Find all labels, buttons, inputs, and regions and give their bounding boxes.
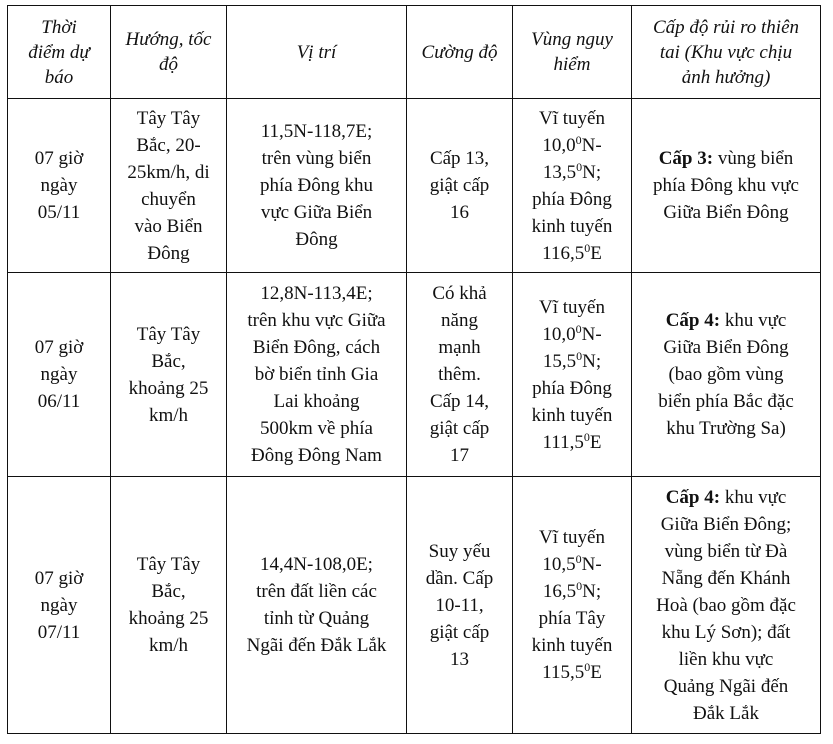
cell-direction-speed: Tây Tây Bắc, khoảng 25 km/h [111, 273, 227, 477]
cell-danger-zone: Vĩ tuyến 10,5$^0$N- 16,5$^0$N; phía Tây kinh tuyến 115,5$^0$E [513, 477, 632, 734]
cell-risk-level: Cấp 3: vùng biển phía Đông khu vực Giữa Biển Đông [632, 99, 821, 273]
header-direction-speed: Hướng, tốc độ [111, 6, 227, 99]
header-position: Vị trí [227, 6, 407, 99]
storm-forecast-table [7, 5, 821, 734]
table-row [8, 99, 821, 273]
cell-forecast-time: 07 giờ ngày 07/11 [8, 477, 111, 734]
table-row [8, 477, 821, 734]
cell-risk-level: Cấp 4: khu vực Giữa Biển Đông; vùng biển từ Đà Nẵng đến Khánh Hoà (bao gồm đặc khu Lý Sơn); đất liền khu vực Quảng Ngãi đến Đắk Lắk [632, 477, 821, 734]
header-risk-level: Cấp độ rủi ro thiên tai (Khu vực chịu ảnh hưởng) [632, 6, 821, 99]
cell-danger-zone: Vĩ tuyến 10,0$^0$N- 15,5$^0$N; phía Đông kinh tuyến 111,5$^0$E [513, 273, 632, 477]
cell-danger-zone: Vĩ tuyến 10,0$^0$N- 13,5$^0$N; phía Đông kinh tuyến 116,5$^0$E [513, 99, 632, 273]
cell-position: 14,4N-108,0E; trên đất liền các tỉnh từ Quảng Ngãi đến Đắk Lắk [227, 477, 407, 734]
cell-position: 11,5N-118,7E; trên vùng biển phía Đông khu vực Giữa Biển Đông [227, 99, 407, 273]
cell-risk-level: Cấp 4: khu vực Giữa Biển Đông (bao gồm vùng biển phía Bắc đặc khu Trường Sa) [632, 273, 821, 477]
cell-intensity: Có khả năng mạnh thêm. Cấp 14, giật cấp 17 [407, 273, 513, 477]
header-danger-zone: Vùng nguy hiểm [513, 6, 632, 99]
header-intensity: Cường độ [407, 6, 513, 99]
risk-level-label: Cấp 4: [665, 310, 721, 331]
header-row [8, 6, 821, 99]
risk-level-label: Cấp 4: [665, 486, 721, 508]
cell-position: 12,8N-113,4E; trên khu vực Giữa Biển Đông, cách bờ biển tỉnh Gia Lai khoảng 500km về phía Đông Đông Nam [227, 273, 407, 477]
cell-intensity: Cấp 13, giật cấp 16 [407, 99, 513, 273]
cell-forecast-time: 07 giờ ngày 05/11 [8, 99, 111, 273]
cell-forecast-time: 07 giờ ngày 06/11 [8, 273, 111, 477]
table-row [8, 273, 821, 477]
cell-direction-speed: Tây Tây Bắc, khoảng 25 km/h [111, 477, 227, 734]
risk-level-label: Cấp 3: [658, 148, 714, 169]
header-forecast-time: Thời điểm dự báo [8, 6, 111, 99]
cell-direction-speed: Tây Tây Bắc, 20- 25km/h, di chuyển vào Biển Đông [111, 99, 227, 273]
cell-intensity: Suy yếu dần. Cấp 10-11, giật cấp 13 [407, 477, 513, 734]
